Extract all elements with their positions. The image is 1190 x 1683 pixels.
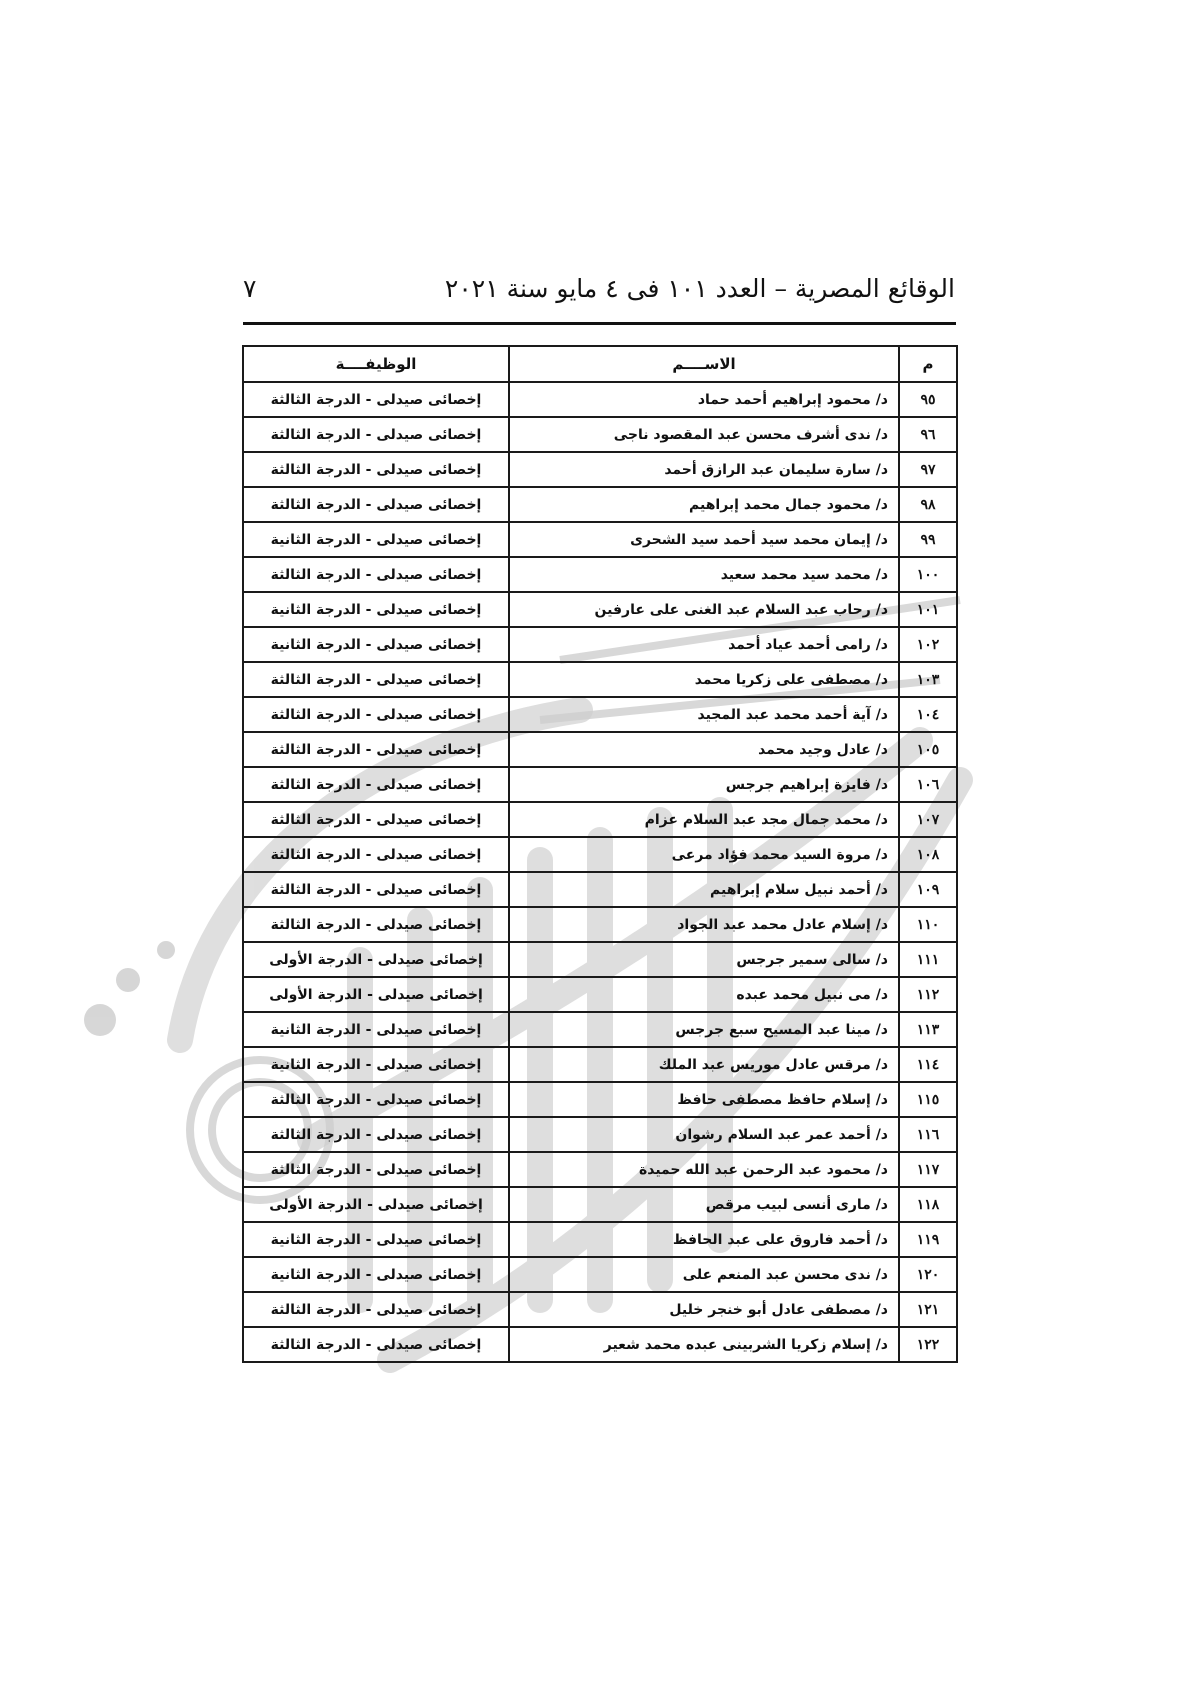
row-number: ١٠٨ <box>899 837 957 872</box>
row-number: ١١٦ <box>899 1117 957 1152</box>
row-number: ١٠٢ <box>899 627 957 662</box>
row-number: ١٠٧ <box>899 802 957 837</box>
row-job: إخصائى صيدلى - الدرجة الثانية <box>243 522 509 557</box>
row-number: ٩٩ <box>899 522 957 557</box>
row-job: إخصائى صيدلى - الدرجة الثالثة <box>243 557 509 592</box>
row-number: ١١٤ <box>899 1047 957 1082</box>
row-name: د/ رحاب عبد السلام عبد الغنى على عارفين <box>509 592 899 627</box>
row-name: د/ أحمد عمر عبد السلام رشوان <box>509 1117 899 1152</box>
row-name: د/ مرقس عادل موريس عبد الملك <box>509 1047 899 1082</box>
row-job: إخصائى صيدلى - الدرجة الثالثة <box>243 1082 509 1117</box>
row-name: د/ مصطفى على زكريا محمد <box>509 662 899 697</box>
row-name: د/ محمد جمال مجد عبد السلام عزام <box>509 802 899 837</box>
row-name: د/ محمود عبد الرحمن عبد الله حميدة <box>509 1152 899 1187</box>
row-job: إخصائى صيدلى - الدرجة الثانية <box>243 1257 509 1292</box>
table-row <box>243 697 957 732</box>
row-number: ١٠٣ <box>899 662 957 697</box>
row-job: إخصائى صيدلى - الدرجة الأولى <box>243 1187 509 1222</box>
table-row <box>243 522 957 557</box>
table-row <box>243 767 957 802</box>
column-header-number: م <box>899 346 957 382</box>
row-number: ١١٨ <box>899 1187 957 1222</box>
row-name: د/ آية أحمد محمد عبد المجيد <box>509 697 899 732</box>
row-name: د/ مصطفى عادل أبو خنجر خليل <box>509 1292 899 1327</box>
row-job: إخصائى صيدلى - الدرجة الثالثة <box>243 767 509 802</box>
row-name: د/ محمود إبراهيم أحمد حماد <box>509 382 899 417</box>
page-number: ٧ <box>243 274 257 303</box>
table-row <box>243 1117 957 1152</box>
table-row <box>243 382 957 417</box>
row-name: د/ ندى محسن عبد المنعم على <box>509 1257 899 1292</box>
row-job: إخصائى صيدلى - الدرجة الأولى <box>243 977 509 1012</box>
row-job: إخصائى صيدلى - الدرجة الثالثة <box>243 1327 509 1362</box>
column-header-name: الاســــم <box>509 346 899 382</box>
table-row <box>243 1152 957 1187</box>
row-job: إخصائى صيدلى - الدرجة الثالثة <box>243 1152 509 1187</box>
row-job: إخصائى صيدلى - الدرجة الثانية <box>243 592 509 627</box>
row-number: ١١١ <box>899 942 957 977</box>
row-job: إخصائى صيدلى - الدرجة الثالثة <box>243 1117 509 1152</box>
row-name: د/ فايزة إبراهيم جرجس <box>509 767 899 802</box>
row-number: ١٢١ <box>899 1292 957 1327</box>
appointments-table <box>242 345 958 1363</box>
table-row <box>243 732 957 767</box>
table-row <box>243 907 957 942</box>
table-row <box>243 627 957 662</box>
row-number: ١٠١ <box>899 592 957 627</box>
table-row <box>243 1012 957 1047</box>
row-name: د/ سالى سمير جرجس <box>509 942 899 977</box>
table-row <box>243 1047 957 1082</box>
table-row <box>243 417 957 452</box>
row-job: إخصائى صيدلى - الدرجة الثانية <box>243 1047 509 1082</box>
row-job: إخصائى صيدلى - الدرجة الثالثة <box>243 1292 509 1327</box>
table-row <box>243 802 957 837</box>
table-row <box>243 557 957 592</box>
row-job: إخصائى صيدلى - الدرجة الثالثة <box>243 907 509 942</box>
row-number: ١٠٥ <box>899 732 957 767</box>
row-number: ١٠٦ <box>899 767 957 802</box>
row-name: د/ سارة سليمان عبد الرازق أحمد <box>509 452 899 487</box>
row-number: ١١٣ <box>899 1012 957 1047</box>
row-number: ١١٧ <box>899 1152 957 1187</box>
row-job: إخصائى صيدلى - الدرجة الثانية <box>243 1012 509 1047</box>
row-job: إخصائى صيدلى - الدرجة الثالثة <box>243 697 509 732</box>
row-name: د/ إيمان محمد سيد أحمد سيد الشحرى <box>509 522 899 557</box>
header-divider <box>243 322 956 325</box>
table-row <box>243 1222 957 1257</box>
table-row <box>243 837 957 872</box>
table-row <box>243 1292 957 1327</box>
table-row <box>243 1082 957 1117</box>
row-name: د/ مينا عبد المسيح سبع جرجس <box>509 1012 899 1047</box>
row-number: ١١٢ <box>899 977 957 1012</box>
row-name: د/ أحمد فاروق على عبد الحافظ <box>509 1222 899 1257</box>
row-job: إخصائى صيدلى - الدرجة الثالثة <box>243 487 509 522</box>
row-number: ١٠٩ <box>899 872 957 907</box>
row-number: ٩٦ <box>899 417 957 452</box>
row-name: د/ رامى أحمد عياد أحمد <box>509 627 899 662</box>
row-name: د/ مارى أنسى لبيب مرقص <box>509 1187 899 1222</box>
row-job: إخصائى صيدلى - الدرجة الثالثة <box>243 452 509 487</box>
table-row <box>243 487 957 522</box>
table-row <box>243 872 957 907</box>
table-row <box>243 942 957 977</box>
table-row <box>243 1327 957 1362</box>
row-number: ١٠٠ <box>899 557 957 592</box>
row-job: إخصائى صيدلى - الدرجة الأولى <box>243 942 509 977</box>
row-number: ١٢٢ <box>899 1327 957 1362</box>
table-row <box>243 1257 957 1292</box>
row-job: إخصائى صيدلى - الدرجة الثانية <box>243 1222 509 1257</box>
table-row <box>243 977 957 1012</box>
row-name: د/ عادل وجيد محمد <box>509 732 899 767</box>
table-row <box>243 662 957 697</box>
table-row <box>243 592 957 627</box>
row-number: ٩٨ <box>899 487 957 522</box>
row-name: د/ إسلام عادل محمد عبد الجواد <box>509 907 899 942</box>
row-number: ٩٧ <box>899 452 957 487</box>
gazette-header <box>243 268 955 320</box>
column-header-job: الوظيفــــة <box>243 346 509 382</box>
row-job: إخصائى صيدلى - الدرجة الثالثة <box>243 662 509 697</box>
row-number: ١٠٤ <box>899 697 957 732</box>
row-job: إخصائى صيدلى - الدرجة الثانية <box>243 627 509 662</box>
table-row <box>243 452 957 487</box>
row-name: د/ ندى أشرف محسن عبد المقصود ناجى <box>509 417 899 452</box>
row-name: د/ محمد سيد محمد سعيد <box>509 557 899 592</box>
row-job: إخصائى صيدلى - الدرجة الثالثة <box>243 802 509 837</box>
row-job: إخصائى صيدلى - الدرجة الثالثة <box>243 837 509 872</box>
row-number: ٩٥ <box>899 382 957 417</box>
row-number: ١٢٠ <box>899 1257 957 1292</box>
row-job: إخصائى صيدلى - الدرجة الثالثة <box>243 732 509 767</box>
row-name: د/ إسلام زكريا الشربينى عبده محمد شعير <box>509 1327 899 1362</box>
row-name: د/ إسلام حافظ مصطفى حافظ <box>509 1082 899 1117</box>
row-name: د/ محمود جمال محمد إبراهيم <box>509 487 899 522</box>
row-number: ١١٠ <box>899 907 957 942</box>
row-job: إخصائى صيدلى - الدرجة الثالثة <box>243 382 509 417</box>
row-name: د/ مروة السيد محمد فؤاد مرعى <box>509 837 899 872</box>
table-row <box>243 1187 957 1222</box>
table-header-row <box>243 346 957 382</box>
row-name: د/ مى نبيل محمد عبده <box>509 977 899 1012</box>
row-name: د/ أحمد نبيل سلام إبراهيم <box>509 872 899 907</box>
gazette-title: الوقائع المصرية – العدد ١٠١ فى ٤ مايو سنة ٢٠٢١ <box>444 274 955 303</box>
row-number: ١١٥ <box>899 1082 957 1117</box>
row-number: ١١٩ <box>899 1222 957 1257</box>
row-job: إخصائى صيدلى - الدرجة الثالثة <box>243 417 509 452</box>
row-job: إخصائى صيدلى - الدرجة الثالثة <box>243 872 509 907</box>
